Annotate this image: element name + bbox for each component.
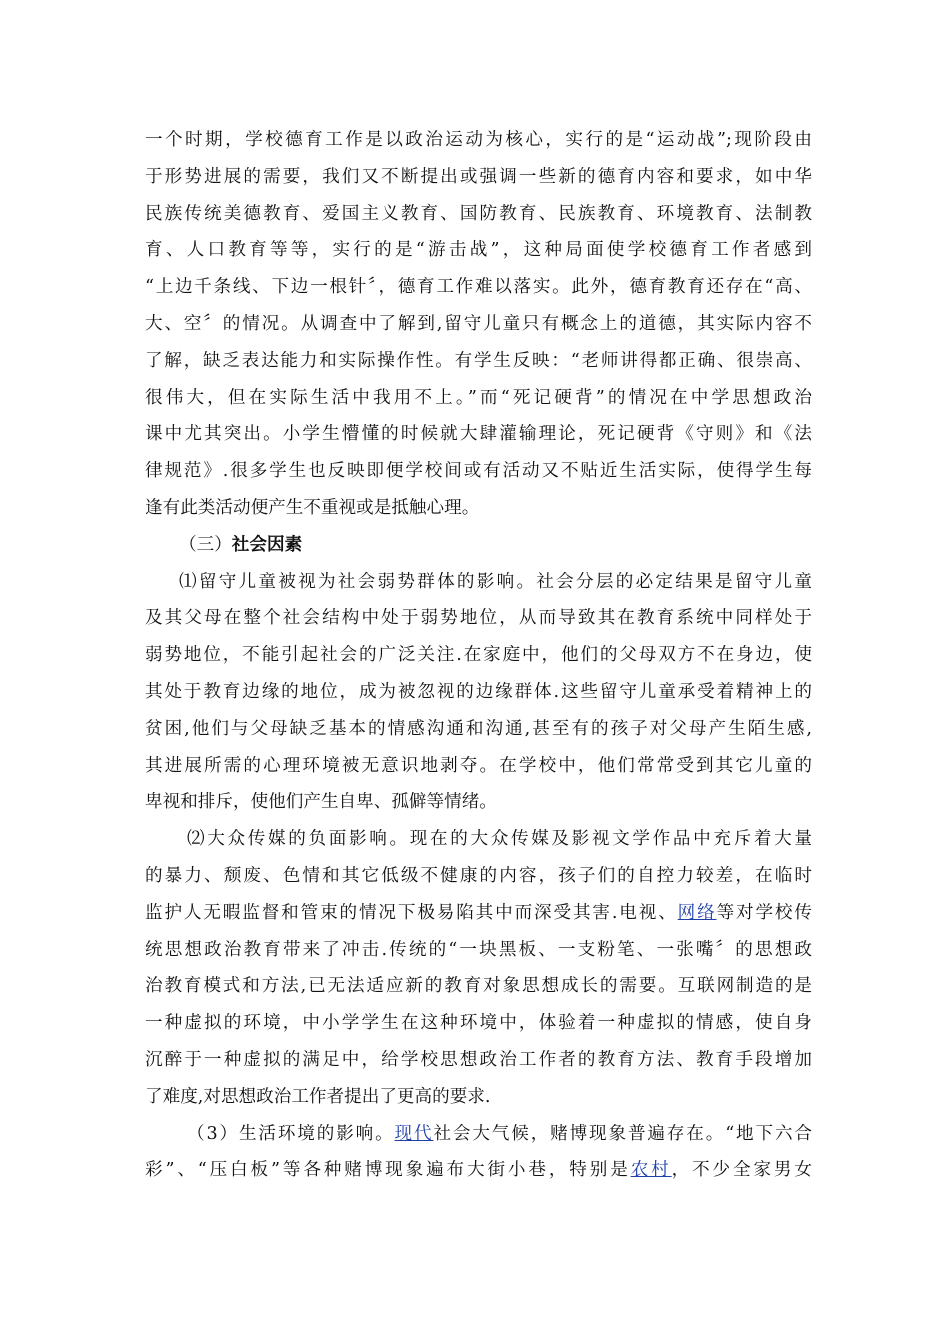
body-line: “上边千条线、下边一根针〞，德育工作难以落实。此外，德育教育还存在“高、 xyxy=(145,277,812,298)
body-line: 了解，缺乏表达能力和实际操作性。有学生反映：“老师讲得都正确、很崇高、 xyxy=(145,350,812,371)
paragraph-2-line: 治教育模式和方法,已无法适应新的教育对象思想成长的需要。互联网制造的是 xyxy=(145,976,812,997)
paragraph-2-line xyxy=(145,895,812,932)
link-modern[interactable]: 现代 xyxy=(394,1123,434,1144)
text-span: 等对学校传 xyxy=(716,902,812,923)
paragraph-3-line xyxy=(145,1152,812,1189)
link-rural[interactable]: 农村 xyxy=(630,1160,672,1181)
paragraph-1-line: 卑视和排斥，使他们产生自卑、孤僻等情绪。 xyxy=(145,792,497,813)
text-span: 社会大气候，赌博现象普遍存在。“地下六合 xyxy=(433,1123,812,1144)
section-heading-title: 社会因素 xyxy=(231,533,303,555)
body-line: 民族传统美德教育、爱国主义教育、国防教育、民族教育、环境教育、法制教 xyxy=(145,203,812,224)
paragraph-1-line: 贫困,他们与父母缺乏基本的情感沟通和沟通,甚至有的孩子对父母产生陌生感, xyxy=(145,718,812,739)
body-line: 于形势进展的需要，我们又不断提出或强调一些新的德育内容和要求，如中华 xyxy=(145,166,812,187)
paragraph-1-line: 其进展所需的心理环境被无意识地剥夺。在学校中，他们常常受到其它儿童的 xyxy=(145,755,812,776)
paragraph-2-line: 的暴力、颓废、色情和其它低级不健康的内容，孩子们的自控力较差，在临时 xyxy=(145,865,812,886)
body-line: 很伟大，但在实际生活中我用不上。”而“死记硬背”的情况在中学思想政治 xyxy=(145,387,812,408)
paragraph-2-line: ⑵大众传媒的负面影响。现在的大众传媒及影视文学作品中充斥着大量 xyxy=(187,829,812,850)
text-span: ，不少全家男女 xyxy=(671,1160,812,1181)
body-line: 育、人口教育等等，实行的是“游击战”，这种局面使学校德育工作者感到 xyxy=(145,240,812,261)
text-span: （3）生活环境的影响。 xyxy=(187,1123,395,1144)
text-span: 彩”、“压白板”等各种赌博现象遍布大街小巷，特别是 xyxy=(145,1160,631,1181)
section-heading-number: （三） xyxy=(179,534,232,555)
paragraph-1-line: 及其父母在整个社会结构中处于弱势地位，从而导致其在教育系统中同样处于 xyxy=(145,608,812,629)
text-span: 监护人无暇监督和管束的情况下极易陷其中而深受其害.电视、 xyxy=(145,902,678,923)
paragraph-2-line: 统思想政治教育带来了冲击.传统的“一块黑板、一支粉笔、一张嘴〞的思想政 xyxy=(145,939,812,960)
paragraph-2-line: 一种虚拟的环境，中小学学生在这种环境中，体验着一种虚拟的情感，使自身 xyxy=(145,1013,812,1034)
paragraph-3-line xyxy=(145,1116,812,1153)
body-line: 课中尤其突出。小学生懵懂的时候就大肆灌输理论，死记硬背《守则》和《法 xyxy=(145,424,812,445)
paragraph-1-line: 其处于教育边缘的地位，成为被忽视的边缘群体.这些留守儿童承受着精神上的 xyxy=(145,681,812,702)
section-heading xyxy=(145,527,812,564)
body-line: 一个时期，学校德育工作是以政治运动为核心，实行的是“运动战”;现阶段由 xyxy=(145,130,812,150)
paragraph-2-line: 沉醉于一种虚拟的满足中，给学校思想政治工作者的教育方法、教育手段增加 xyxy=(145,1049,812,1070)
paragraph-1-line: ⑴留守儿童被视为社会弱势群体的影响。社会分层的必定结果是留守儿童 xyxy=(179,571,812,592)
link-network[interactable]: 网络 xyxy=(677,902,717,923)
paragraph-1-line: 弱势地位，不能引起社会的广泛关注.在家庭中，他们的父母双方不在身边，使 xyxy=(145,645,812,666)
body-line: 大、空〞的情况。从调查中了解到,留守儿童只有概念上的道德，其实际内容不 xyxy=(145,313,812,334)
paragraph-2-line: 了难度,对思想政治工作者提出了更高的要求. xyxy=(145,1086,491,1107)
body-line: 律规范》.很多学生也反映即便学校间或有活动又不贴近生活实际，使得学生每 xyxy=(145,461,812,482)
body-line: 逢有此类活动便产生不重视或是抵触心理。 xyxy=(145,497,480,518)
